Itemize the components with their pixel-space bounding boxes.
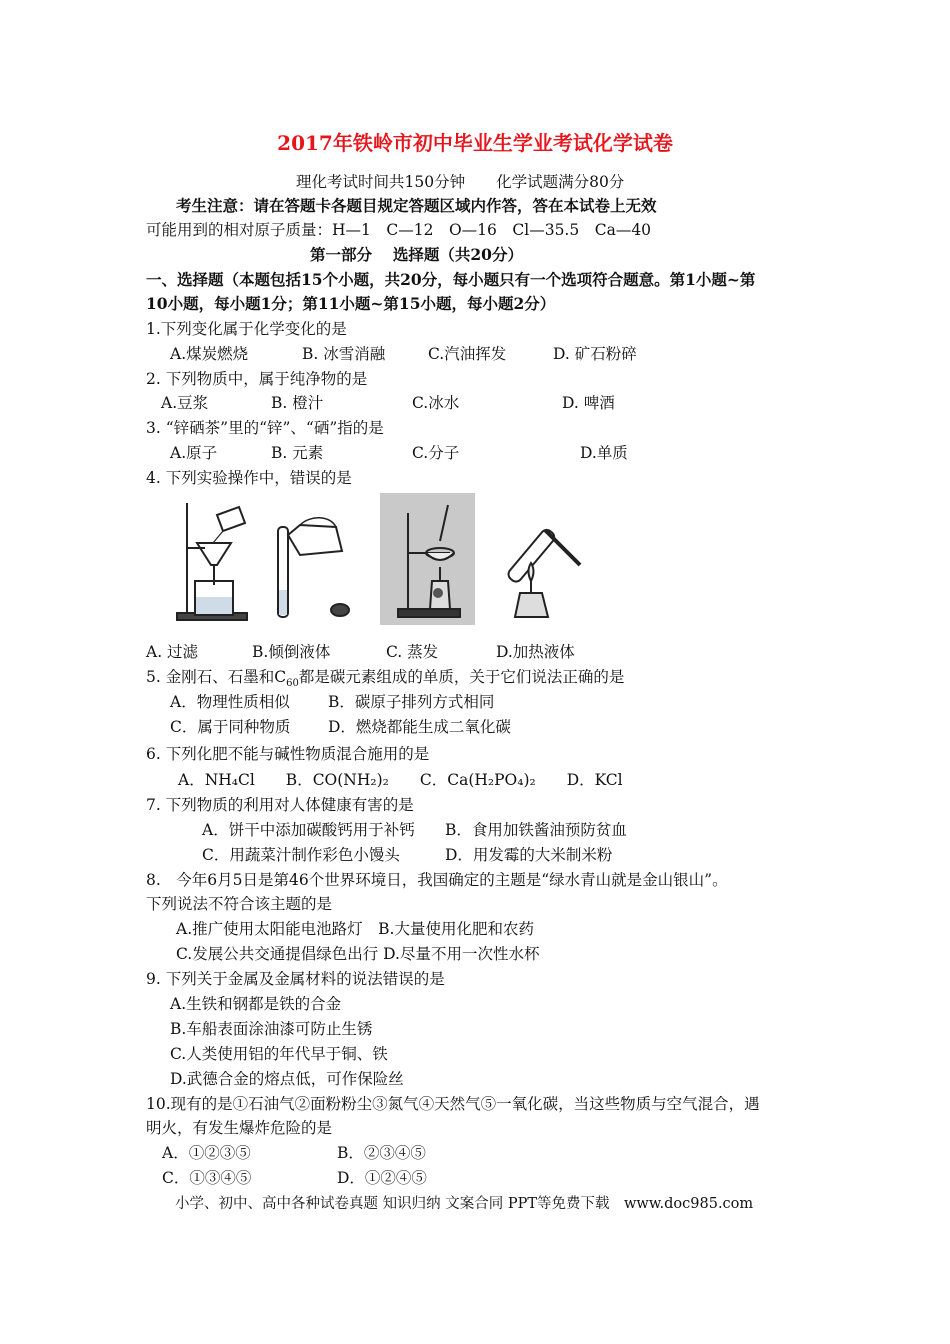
q2-stem: 2. 下列物质中，属于纯净物的是: [146, 370, 368, 388]
q7-option-c: C．用蔬菜汁制作彩色小馒头: [202, 846, 400, 864]
q7-option-b: B．食用加铁酱油预防贫血: [445, 821, 627, 839]
pouring-liquid-icon: [270, 515, 370, 625]
q4-option-c: C. 蒸发: [386, 643, 439, 661]
section1-instructions-line2: 10小题，每小题1分；第11小题~第15小题，每小题2分）: [146, 294, 556, 313]
q4-option-a: A. 过滤: [146, 643, 199, 661]
q10-option-d: D．①②④⑤: [337, 1169, 427, 1187]
q3-option-c: C.分子: [412, 444, 460, 462]
filtration-apparatus-icon: [165, 493, 260, 623]
q8-options-ab: A.推广使用太阳能电池路灯 B.大量使用化肥和农药: [176, 920, 534, 938]
q10-stem-line2: 明火，有发生爆炸危险的是: [146, 1119, 333, 1137]
q5-stem-sub: 60: [286, 678, 299, 690]
q3-stem: 3. “锌硒茶”里的“锌”、“硒”指的是: [146, 419, 384, 437]
q7-stem: 7. 下列物质的利用对人体健康有害的是: [146, 796, 414, 814]
q2-option-b: B. 橙汁: [271, 394, 324, 412]
q9-option-c: C.人类使用铝的年代早于铜、铁: [170, 1045, 388, 1063]
footer-download-note: 小学、初中、高中各种试卷真题 知识归纳 文案合同 PPT等免费下载 www.doc985.com: [175, 1196, 754, 1212]
q6-options: A．NH₄Cl B．CO(NH₂)₂ C．Ca(H₂PO₄)₂ D．KCl: [178, 771, 623, 789]
q1-stem: 1.下列变化属于化学变化的是: [146, 320, 347, 338]
q10-option-c: C．①③④⑤: [162, 1169, 252, 1187]
q5-option-d: D．燃烧都能生成二氧化碳: [328, 718, 511, 736]
q1-option-c: C.汽油挥发: [428, 345, 507, 363]
q1-option-b: B. 冰雪消融: [302, 345, 386, 363]
q1-option-a: A.煤炭燃烧: [170, 345, 249, 363]
q3-option-a: A.原子: [170, 444, 218, 462]
q5-option-a: A．物理性质相似: [170, 693, 290, 711]
exam-notice: 考生注意：请在答题卡各题目规定答题区域内作答，答在本试卷上无效: [176, 196, 657, 215]
exam-title: 2017年铁岭市初中毕业生学业考试化学试卷: [277, 131, 673, 155]
q4-option-d: D.加热液体: [496, 643, 575, 661]
evaporation-apparatus-icon: [380, 493, 475, 625]
q5-stem-pre: 5. 金刚石、石墨和C: [146, 668, 287, 686]
q2-option-c: C.冰水: [412, 394, 460, 412]
q8-stem-line2: 下列说法不符合该主题的是: [146, 895, 333, 913]
exam-info-line: 理化考试时间共150分钟 化学试题满分80分: [296, 173, 625, 191]
q7-option-d: D．用发霉的大米制米粉: [445, 846, 613, 864]
q5-option-b: B．碳原子排列方式相同: [328, 693, 495, 711]
q8-stem-line1: 8. 今年6月5日是第46个世界环境日，我国确定的主题是“绿水青山就是金山银山”。: [146, 871, 728, 889]
q4-option-b: B.倾倒液体: [252, 643, 331, 661]
q8-options-cd: C.发展公共交通提倡绿色出行 D.尽量不用一次性水杯: [176, 945, 540, 963]
q9-option-a: A.生铁和钢都是铁的合金: [170, 995, 342, 1013]
q2-option-d: D. 啤酒: [562, 394, 615, 412]
q3-option-d: D.单质: [580, 444, 628, 462]
heating-liquid-icon: [490, 505, 590, 625]
q9-stem: 9. 下列关于金属及金属材料的说法错误的是: [146, 970, 445, 988]
q5-stem: [146, 667, 624, 694]
q3-option-b: B. 元素: [271, 444, 324, 462]
q10-stem-line1: 10.现有的是①石油气②面粉粉尘③氮气④天然气⑤一氧化碳，当这些物质与空气混合，遇: [146, 1095, 760, 1113]
section1-instructions-line1: 一、选择题（本题包括15个小题，共20分，每小题只有一个选项符合题意。第1小题~第: [146, 270, 756, 289]
atomic-masses: 可能用到的相对原子质量：H—1 C—12 O—16 Cl—35.5 Ca—40: [146, 221, 652, 239]
q9-option-b: B.车船表面涂油漆可防止生锈: [170, 1020, 373, 1038]
q6-stem: 6. 下列化肥不能与碱性物质混合施用的是: [146, 745, 430, 763]
q1-option-d: D. 矿石粉碎: [553, 345, 637, 363]
q7-option-a: A．饼干中添加碳酸钙用于补钙: [202, 821, 415, 839]
q9-option-d: D.武德合金的熔点低，可作保险丝: [170, 1070, 404, 1088]
q4-stem: 4. 下列实验操作中，错误的是: [146, 469, 352, 487]
q2-option-a: A.豆浆: [161, 394, 209, 412]
part1-heading: 第一部分 选择题（共20分）: [310, 245, 523, 264]
q10-option-a: A．①②③⑤: [162, 1144, 251, 1162]
q10-option-b: B．②③④⑤: [337, 1144, 426, 1162]
q5-option-c: C．属于同种物质: [170, 718, 291, 736]
q5-stem-post: 都是碳元素组成的单质，关于它们说法正确的是: [298, 668, 625, 686]
